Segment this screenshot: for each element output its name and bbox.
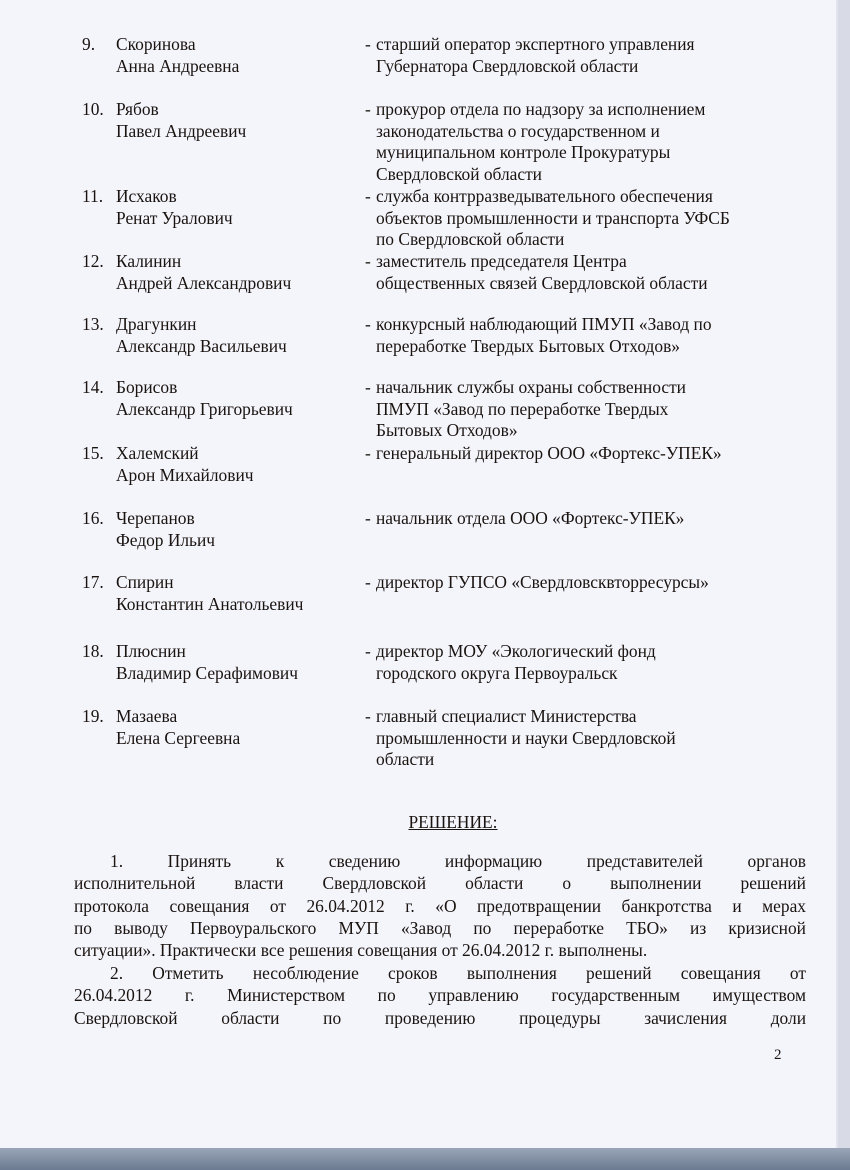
paragraph-line: исполнительной власти Свердловской области о выполнении решений — [74, 873, 806, 894]
participant-position — [376, 443, 796, 465]
participant-number: 19. — [82, 706, 104, 726]
given-names: Владимир Серафимович — [116, 662, 298, 683]
surname: Борисов — [116, 377, 178, 397]
position-line: начальник отдела ООО «Фортекс-УПЕК» — [376, 508, 685, 528]
dash: - — [365, 508, 371, 528]
position-line: служба контрразведывательного обеспечения — [376, 186, 713, 206]
given-names: Елена Сергеевна — [116, 727, 241, 748]
dash: - — [365, 34, 371, 54]
given-names: Арон Михайлович — [116, 464, 254, 485]
position-line: Свердловской области — [376, 163, 542, 184]
scanner-edge — [0, 1148, 850, 1170]
surname: Халемский — [116, 443, 199, 463]
given-names: Константин Анатольевич — [116, 593, 304, 614]
dash: - — [365, 186, 371, 206]
position-line: объектов промышленности и транспорта УФСБ — [376, 207, 730, 228]
position-line: директор МОУ «Экологический фонд — [376, 641, 656, 661]
given-names: Александр Григорьевич — [116, 398, 293, 419]
position-line: промышленности и науки Свердловской — [376, 727, 676, 748]
paragraph-line: 2. Отметить несоблюдение сроков выполнения решений совещания от — [110, 963, 806, 983]
dash: - — [365, 443, 371, 463]
paragraph-line: по выводу Первоуральского МУП «Завод по переработке ТБО» из кризисной — [74, 917, 806, 938]
page-number: 2 — [774, 1047, 782, 1063]
surname: Черепанов — [116, 508, 195, 528]
participant-number: 16. — [82, 508, 104, 528]
given-names: Павел Андреевич — [116, 120, 247, 141]
participant-name — [116, 314, 356, 357]
participant-name — [116, 443, 356, 486]
decision-heading — [0, 812, 850, 833]
position-line: старший оператор экспертного управления — [376, 34, 695, 54]
surname: Драгункин — [116, 314, 197, 334]
participant-position — [376, 706, 796, 771]
position-line: начальник службы охраны собственности — [376, 377, 686, 397]
participant-position — [376, 34, 796, 77]
participant-number: 12. — [82, 251, 104, 271]
given-names: Ренат Уралович — [116, 207, 233, 228]
position-line: ПМУП «Завод по переработке Твердых — [376, 398, 669, 419]
participant-position — [376, 314, 796, 357]
participant-name — [116, 251, 356, 294]
participant-name — [116, 641, 356, 684]
participant-name — [116, 186, 356, 229]
position-line: директор ГУПСО «Свердловсквторресурсы» — [376, 572, 709, 592]
participant-number: 13. — [82, 314, 104, 334]
surname: Плюснин — [116, 641, 186, 661]
dash: - — [365, 641, 371, 661]
surname: Исхаков — [116, 186, 177, 206]
position-line: области — [376, 749, 435, 769]
position-line: по Свердловской области — [376, 229, 565, 249]
participant-position — [376, 99, 796, 185]
participant-position — [376, 572, 796, 594]
dash: - — [365, 706, 371, 726]
paragraph-line: 26.04.2012 г. Министерством по управлению государственным имуществом — [74, 985, 806, 1006]
given-names: Анна Андреевна — [116, 55, 240, 76]
participant-number: 15. — [82, 443, 104, 463]
surname: Калинин — [116, 251, 182, 271]
paragraph-line: 1. Принять к сведению информацию представителей органов — [110, 851, 806, 871]
participant-number: 9. — [82, 34, 96, 54]
position-line: муниципальном контроле Прокуратуры — [376, 142, 671, 162]
participant-position — [376, 186, 796, 251]
position-line: конкурсный наблюдающий ПМУП «Завод по — [376, 314, 712, 334]
position-line: городского округа Первоуральск — [376, 662, 618, 683]
surname: Скоринова — [116, 34, 196, 54]
position-line: переработке Твердых Бытовых Отходов» — [376, 335, 680, 356]
position-line: заместитель председателя Центра — [376, 251, 627, 271]
participant-number: 14. — [82, 377, 104, 397]
given-names: Андрей Александрович — [116, 272, 292, 293]
given-names: Александр Васильевич — [116, 335, 287, 356]
dash: - — [365, 251, 371, 271]
participant-number: 18. — [82, 641, 104, 661]
decision-paragraph-1 — [74, 850, 806, 961]
participant-name — [116, 508, 356, 551]
participant-position — [376, 641, 796, 684]
participant-name — [116, 34, 356, 77]
position-line: главный специалист Министерства — [376, 706, 637, 726]
participant-number: 11. — [82, 186, 104, 206]
paragraph-line: протокола совещания от 26.04.2012 г. «О предотвращении банкротства и мерах — [74, 895, 806, 916]
decision-heading-text: РЕШЕНИЕ: — [408, 812, 498, 832]
participant-number: 17. — [82, 572, 104, 592]
participant-number: 10. — [82, 99, 104, 119]
participant-name — [116, 706, 356, 749]
surname: Рябов — [116, 99, 159, 119]
paragraph-line: ситуации». Практически все решения совещания от 26.04.2012 г. выполнены. — [74, 940, 648, 961]
paragraph-line: Свердловской области по проведению процедуры зачисления доли — [74, 1007, 806, 1028]
participant-name — [116, 99, 356, 142]
dash: - — [365, 99, 371, 119]
position-line: законодательства о государственном и — [376, 120, 660, 141]
dash: - — [365, 314, 371, 334]
position-line: прокурор отдела по надзору за исполнением — [376, 99, 706, 119]
dash: - — [365, 377, 371, 397]
participant-row — [82, 34, 802, 78]
position-line: Бытовых Отходов» — [376, 420, 518, 440]
given-names: Федор Ильич — [116, 529, 216, 550]
surname: Мазаева — [116, 706, 178, 726]
surname: Спирин — [116, 572, 174, 592]
position-line: генеральный директор ООО «Фортекс-УПЕК» — [376, 443, 722, 463]
dash: - — [365, 572, 371, 592]
participant-position — [376, 508, 796, 530]
participant-position — [376, 251, 796, 294]
position-line: общественных связей Свердловской области — [376, 272, 708, 293]
position-line: Губернатора Свердловской области — [376, 55, 639, 76]
participant-name — [116, 377, 356, 420]
decision-paragraph-2 — [74, 962, 806, 1029]
participant-position — [376, 377, 796, 442]
participant-name — [116, 572, 356, 615]
